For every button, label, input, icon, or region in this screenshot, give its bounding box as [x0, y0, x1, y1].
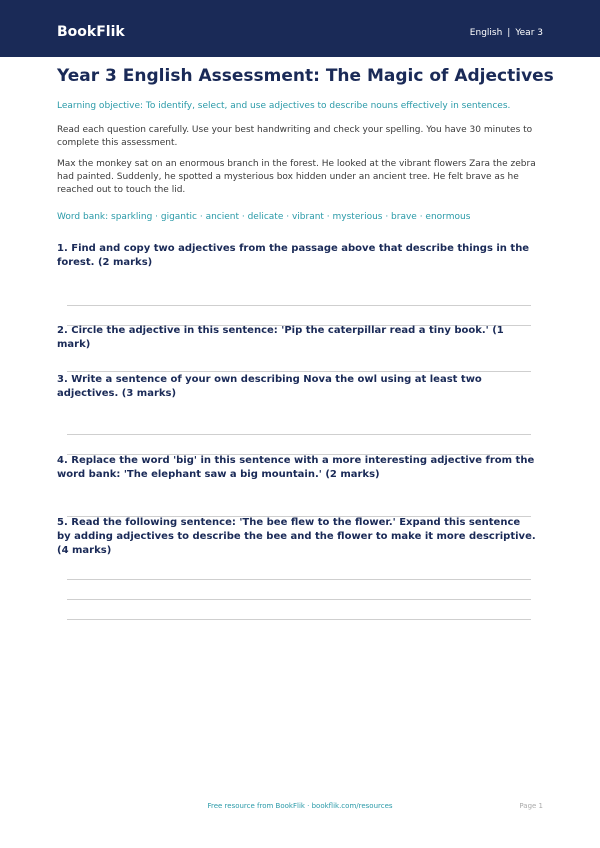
page-title: Year 3 English Assessment: The Magic of Adjectives [57, 66, 554, 86]
year-label: Year 3 [515, 28, 543, 38]
meta-separator: | [507, 28, 511, 38]
question-5: 5. Read the following sentence: 'The bee flew to the flower.' Expand this sentence by adding adjectives to describe the bee and the flower to make it more descriptive. (4 marks) [57, 517, 536, 556]
answer-line[interactable] [67, 599, 531, 600]
word-bank: Word bank: sparkling · gigantic · ancient · delicate · vibrant · mysterious · brave · enormous [57, 212, 471, 222]
question-4: 4. Replace the word 'big' in this sentence with a more interesting adjective from the word bank: 'The elephant saw a big mountain.' (2 marks) [57, 455, 535, 480]
header-meta [470, 28, 543, 38]
question-1: 1. Find and copy two adjectives from the passage above that describe things in the forest. (2 marks) [57, 243, 530, 268]
learning-objective: Learning objective: To identify, select, and use adjectives to describe nouns effectively in sentences. [57, 101, 511, 111]
page-number: Page 1 [519, 802, 543, 810]
subject-label: English [469, 28, 503, 38]
question-2: 2. Circle the adjective in this sentence: 'Pip the caterpillar read a tiny book.' (1 mark) [57, 325, 504, 350]
answer-line[interactable] [67, 305, 531, 306]
answer-line[interactable] [67, 371, 531, 372]
answer-line[interactable] [67, 579, 531, 580]
footer-text[interactable]: Free resource from BookFlik · bookflik.com/resources [207, 802, 393, 810]
passage-text: Max the monkey sat on an enormous branch in the forest. He looked at the vibrant flowers Zara the zebra had painted. Suddenly, he spotted a mysterious box hidden under an ancient tree. He felt brave as he reached out to touch the lid. [57, 159, 536, 195]
instructions-text: Read each question carefully. Use your best handwriting and check your spelling. You have 30 minutes to complete this assessment. [57, 125, 533, 148]
answer-line[interactable] [67, 619, 531, 620]
answer-line[interactable] [67, 434, 531, 435]
question-3: 3. Write a sentence of your own describing Nova the owl using at least two adjectives. (3 marks) [57, 374, 482, 399]
brand-logo[interactable]: BookFlik [57, 24, 125, 40]
header-bar [0, 0, 600, 57]
